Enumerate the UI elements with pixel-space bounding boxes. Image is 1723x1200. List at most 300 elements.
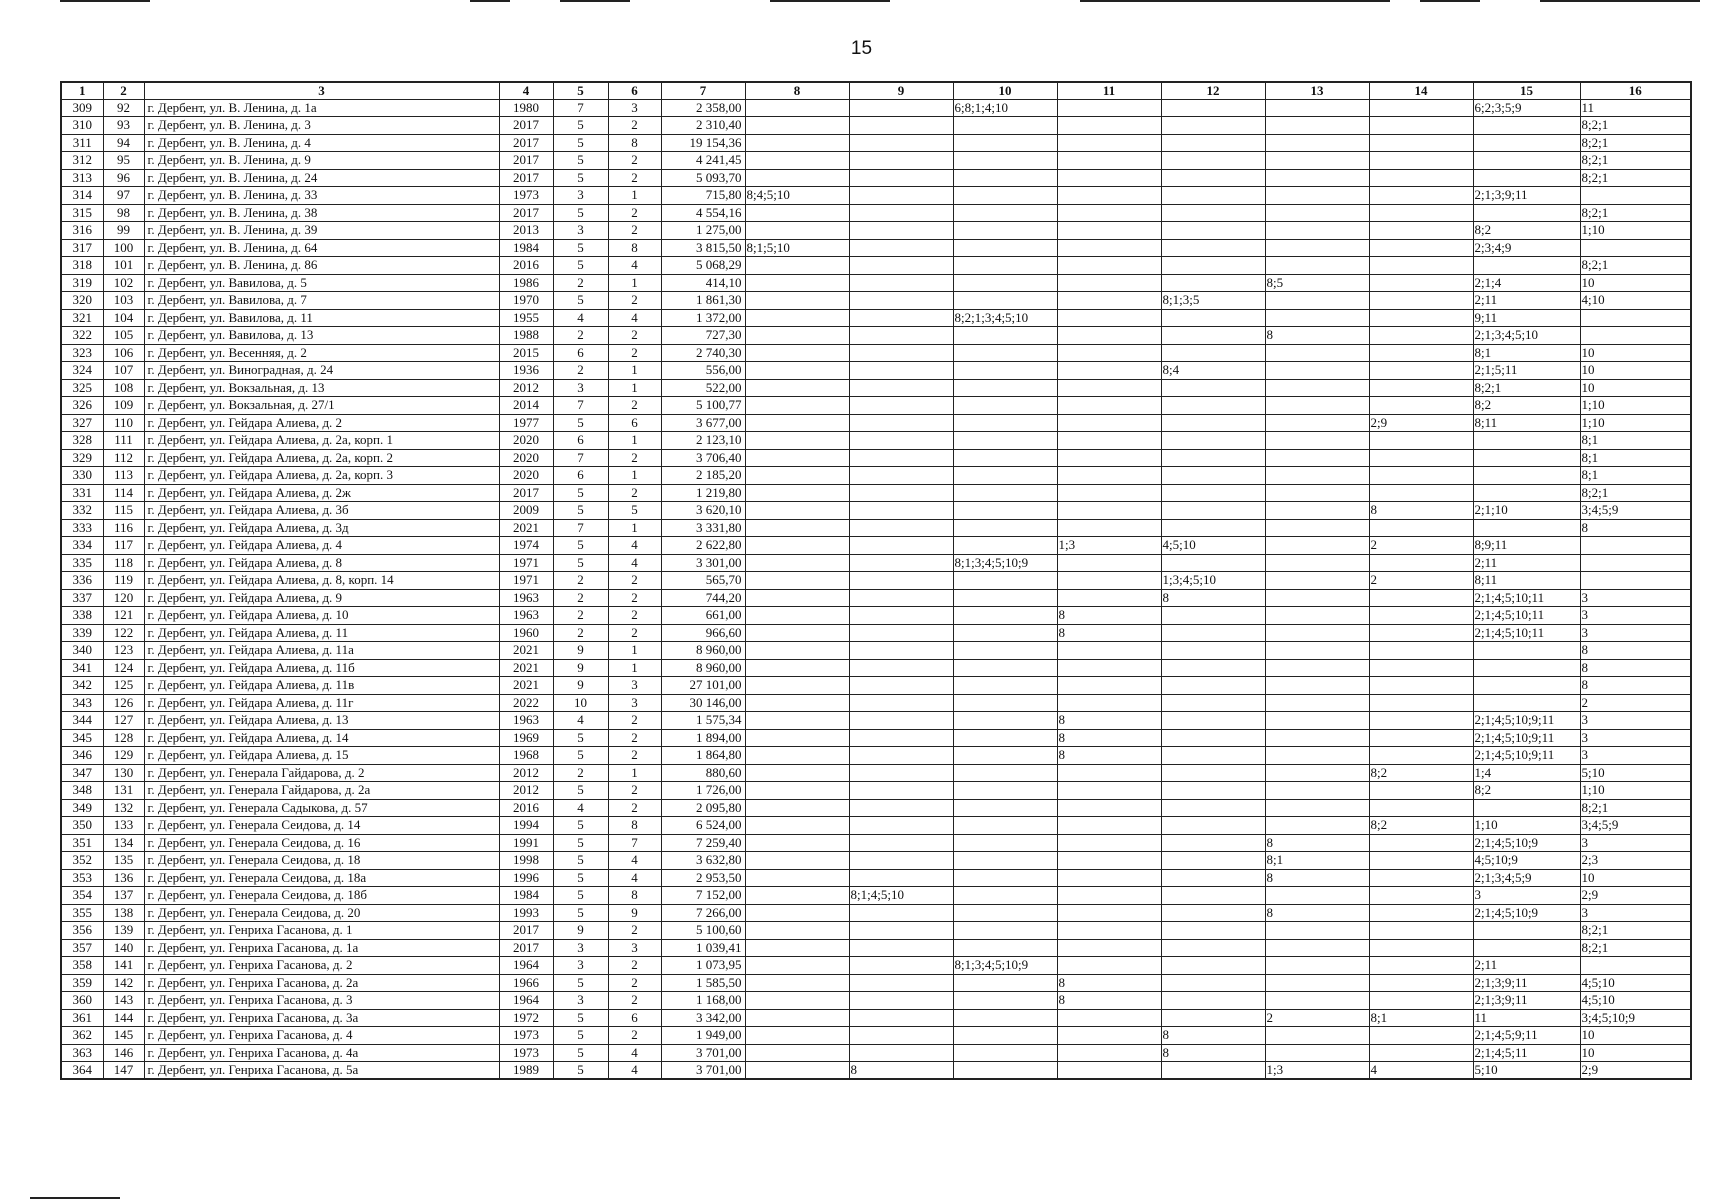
- cell-col-10: [953, 764, 1057, 782]
- cell-address: г. Дербент, ул. Гейдара Алиева, д. 13: [144, 712, 499, 730]
- cell-col-15: [1473, 694, 1580, 712]
- cell-area: 3 342,00: [661, 1009, 745, 1027]
- cell-col-16: 1;10: [1580, 782, 1691, 800]
- cell-address: г. Дербент, ул. Гейдара Алиева, д. 11в: [144, 677, 499, 695]
- column-header-6: 6: [608, 82, 661, 99]
- cell-col-16: 8;1: [1580, 449, 1691, 467]
- cell-col-8: [745, 887, 849, 905]
- cell-area: 4 554,16: [661, 204, 745, 222]
- cell-col-10: 8;1;3;4;5;10;9: [953, 554, 1057, 572]
- cell-address: г. Дербент, ул. В. Ленина, д. 3: [144, 117, 499, 135]
- cell-row-number: 348: [61, 782, 103, 800]
- cell-col-8: [745, 169, 849, 187]
- cell-col-11: [1057, 432, 1161, 450]
- table-row: [61, 519, 1691, 537]
- cell-col-16: 3: [1580, 589, 1691, 607]
- cell-col-13: 8: [1265, 327, 1369, 345]
- cell-col-11: [1057, 292, 1161, 310]
- cell-col-10: [953, 134, 1057, 152]
- cell-item-number: 130: [103, 764, 144, 782]
- cell-col-8: [745, 152, 849, 170]
- cell-item-number: 133: [103, 817, 144, 835]
- cell-address: г. Дербент, ул. Гейдара Алиева, д. 2а, корп. 2: [144, 449, 499, 467]
- cell-col-16: 2;9: [1580, 1062, 1691, 1080]
- cell-col-11: 8: [1057, 712, 1161, 730]
- cell-year-built: 1963: [499, 607, 553, 625]
- cell-entrances: 3: [608, 677, 661, 695]
- cell-entrances: 8: [608, 817, 661, 835]
- cell-row-number: 357: [61, 939, 103, 957]
- cell-year-built: 1972: [499, 1009, 553, 1027]
- cell-col-9: [849, 397, 953, 415]
- cell-col-14: [1369, 239, 1473, 257]
- table-row: [61, 939, 1691, 957]
- cell-col-16: 8;2;1: [1580, 484, 1691, 502]
- cell-year-built: 2017: [499, 169, 553, 187]
- top-rule: [1420, 0, 1480, 2]
- cell-col-10: [953, 659, 1057, 677]
- cell-col-12: [1161, 327, 1265, 345]
- cell-entrances: 4: [608, 537, 661, 555]
- cell-item-number: 110: [103, 414, 144, 432]
- cell-area: 1 726,00: [661, 782, 745, 800]
- cell-col-9: [849, 432, 953, 450]
- cell-col-16: [1580, 309, 1691, 327]
- cell-col-13: [1265, 169, 1369, 187]
- cell-col-12: [1161, 449, 1265, 467]
- cell-item-number: 131: [103, 782, 144, 800]
- cell-item-number: 94: [103, 134, 144, 152]
- cell-entrances: 2: [608, 484, 661, 502]
- cell-area: 3 677,00: [661, 414, 745, 432]
- cell-col-9: [849, 169, 953, 187]
- table-row: [61, 274, 1691, 292]
- cell-area: 2 358,00: [661, 99, 745, 117]
- cell-col-10: [953, 922, 1057, 940]
- cell-col-11: [1057, 887, 1161, 905]
- cell-area: 19 154,36: [661, 134, 745, 152]
- cell-year-built: 2021: [499, 642, 553, 660]
- cell-floors: 5: [553, 869, 608, 887]
- cell-col-9: [849, 99, 953, 117]
- cell-row-number: 343: [61, 694, 103, 712]
- cell-area: 2 740,30: [661, 344, 745, 362]
- cell-address: г. Дербент, ул. В. Ленина, д. 86: [144, 257, 499, 275]
- table-row: [61, 99, 1691, 117]
- cell-col-12: [1161, 379, 1265, 397]
- cell-col-8: [745, 799, 849, 817]
- cell-entrances: 9: [608, 904, 661, 922]
- cell-col-16: 3: [1580, 624, 1691, 642]
- cell-area: 966,60: [661, 624, 745, 642]
- cell-col-11: [1057, 1044, 1161, 1062]
- cell-col-11: 1;3: [1057, 537, 1161, 555]
- cell-col-11: [1057, 554, 1161, 572]
- cell-col-9: [849, 799, 953, 817]
- cell-col-10: [953, 712, 1057, 730]
- cell-year-built: 2020: [499, 432, 553, 450]
- cell-col-16: 8;2;1: [1580, 134, 1691, 152]
- cell-col-14: [1369, 747, 1473, 765]
- cell-area: 5 068,29: [661, 257, 745, 275]
- cell-col-16: 11: [1580, 99, 1691, 117]
- cell-row-number: 318: [61, 257, 103, 275]
- cell-col-9: 8: [849, 1062, 953, 1080]
- cell-col-12: [1161, 344, 1265, 362]
- table-row: [61, 257, 1691, 275]
- cell-floors: 3: [553, 939, 608, 957]
- cell-col-14: [1369, 869, 1473, 887]
- cell-floors: 3: [553, 187, 608, 205]
- cell-col-11: [1057, 362, 1161, 380]
- cell-col-9: [849, 222, 953, 240]
- cell-col-14: 4: [1369, 1062, 1473, 1080]
- table-row: [61, 484, 1691, 502]
- table-row: [61, 1027, 1691, 1045]
- column-header-8: 8: [745, 82, 849, 99]
- cell-col-9: [849, 782, 953, 800]
- cell-floors: 5: [553, 484, 608, 502]
- cell-address: г. Дербент, ул. В. Ленина, д. 4: [144, 134, 499, 152]
- cell-col-10: [953, 432, 1057, 450]
- cell-col-15: [1473, 484, 1580, 502]
- cell-col-11: [1057, 134, 1161, 152]
- cell-year-built: 1974: [499, 537, 553, 555]
- cell-row-number: 314: [61, 187, 103, 205]
- cell-area: 1 585,50: [661, 974, 745, 992]
- cell-item-number: 104: [103, 309, 144, 327]
- cell-entrances: 2: [608, 957, 661, 975]
- cell-col-8: [745, 1044, 849, 1062]
- cell-row-number: 309: [61, 99, 103, 117]
- cell-col-8: [745, 869, 849, 887]
- cell-address: г. Дербент, ул. В. Ленина, д. 64: [144, 239, 499, 257]
- cell-col-10: [953, 397, 1057, 415]
- cell-col-10: [953, 904, 1057, 922]
- cell-area: 2 095,80: [661, 799, 745, 817]
- cell-area: 5 100,60: [661, 922, 745, 940]
- cell-floors: 5: [553, 414, 608, 432]
- cell-item-number: 147: [103, 1062, 144, 1080]
- cell-row-number: 351: [61, 834, 103, 852]
- cell-address: г. Дербент, ул. Гейдара Алиева, д. 15: [144, 747, 499, 765]
- cell-area: 5 093,70: [661, 169, 745, 187]
- cell-row-number: 350: [61, 817, 103, 835]
- cell-col-8: [745, 817, 849, 835]
- table-row: [61, 344, 1691, 362]
- cell-col-13: [1265, 292, 1369, 310]
- cell-col-16: 8;1: [1580, 432, 1691, 450]
- cell-col-9: [849, 362, 953, 380]
- cell-year-built: 1963: [499, 589, 553, 607]
- cell-col-16: 8;2;1: [1580, 204, 1691, 222]
- cell-entrances: 2: [608, 607, 661, 625]
- cell-col-12: [1161, 624, 1265, 642]
- cell-col-14: [1369, 222, 1473, 240]
- cell-col-8: [745, 904, 849, 922]
- cell-row-number: 330: [61, 467, 103, 485]
- cell-entrances: 2: [608, 922, 661, 940]
- cell-col-12: [1161, 502, 1265, 520]
- cell-col-15: [1473, 449, 1580, 467]
- top-rule: [1080, 0, 1390, 2]
- cell-col-14: [1369, 852, 1473, 870]
- cell-col-13: [1265, 519, 1369, 537]
- cell-col-12: [1161, 204, 1265, 222]
- table-row: [61, 414, 1691, 432]
- cell-row-number: 316: [61, 222, 103, 240]
- cell-col-11: 8: [1057, 624, 1161, 642]
- table-row: [61, 502, 1691, 520]
- cell-year-built: 2014: [499, 397, 553, 415]
- cell-col-11: [1057, 694, 1161, 712]
- cell-col-12: [1161, 957, 1265, 975]
- cell-col-13: [1265, 309, 1369, 327]
- cell-item-number: 120: [103, 589, 144, 607]
- cell-address: г. Дербент, ул. Генриха Гасанова, д. 3а: [144, 1009, 499, 1027]
- cell-floors: 2: [553, 327, 608, 345]
- cell-floors: 6: [553, 344, 608, 362]
- cell-col-10: [953, 187, 1057, 205]
- table-row: [61, 852, 1691, 870]
- cell-col-12: [1161, 169, 1265, 187]
- cell-col-14: [1369, 624, 1473, 642]
- cell-col-8: [745, 292, 849, 310]
- cell-col-16: 3: [1580, 607, 1691, 625]
- cell-row-number: 324: [61, 362, 103, 380]
- cell-col-12: [1161, 1009, 1265, 1027]
- cell-entrances: 2: [608, 169, 661, 187]
- cell-col-16: 3: [1580, 712, 1691, 730]
- cell-year-built: 2012: [499, 764, 553, 782]
- cell-floors: 5: [553, 852, 608, 870]
- cell-col-13: [1265, 589, 1369, 607]
- page-number: 15: [850, 38, 873, 59]
- cell-col-12: [1161, 834, 1265, 852]
- cell-col-10: [953, 502, 1057, 520]
- cell-col-12: [1161, 432, 1265, 450]
- cell-entrances: 2: [608, 974, 661, 992]
- cell-col-12: [1161, 152, 1265, 170]
- cell-address: г. Дербент, ул. Генерала Сеидова, д. 18а: [144, 869, 499, 887]
- cell-address: г. Дербент, ул. Весенняя, д. 2: [144, 344, 499, 362]
- cell-col-16: 2;3: [1580, 852, 1691, 870]
- cell-year-built: 2021: [499, 519, 553, 537]
- cell-col-11: [1057, 782, 1161, 800]
- cell-item-number: 141: [103, 957, 144, 975]
- cell-col-13: [1265, 397, 1369, 415]
- cell-col-10: [953, 589, 1057, 607]
- cell-address: г. Дербент, ул. Гейдара Алиева, д. 11б: [144, 659, 499, 677]
- cell-col-16: 10: [1580, 379, 1691, 397]
- cell-col-9: [849, 309, 953, 327]
- cell-col-10: [953, 222, 1057, 240]
- cell-entrances: 2: [608, 624, 661, 642]
- cell-col-12: [1161, 554, 1265, 572]
- table-row: [61, 712, 1691, 730]
- cell-address: г. Дербент, ул. Генриха Гасанова, д. 3: [144, 992, 499, 1010]
- cell-col-8: [745, 432, 849, 450]
- cell-floors: 5: [553, 1044, 608, 1062]
- cell-year-built: 2009: [499, 502, 553, 520]
- cell-col-14: [1369, 607, 1473, 625]
- cell-col-14: [1369, 992, 1473, 1010]
- cell-col-14: [1369, 344, 1473, 362]
- cell-col-11: [1057, 169, 1161, 187]
- cell-col-15: 2;1;10: [1473, 502, 1580, 520]
- cell-col-9: [849, 414, 953, 432]
- cell-col-10: 8;1;3;4;5;10;9: [953, 957, 1057, 975]
- cell-col-10: [953, 607, 1057, 625]
- cell-col-12: [1161, 397, 1265, 415]
- cell-col-12: [1161, 729, 1265, 747]
- cell-year-built: 1977: [499, 414, 553, 432]
- cell-col-14: [1369, 677, 1473, 695]
- table-row: [61, 1009, 1691, 1027]
- cell-row-number: 362: [61, 1027, 103, 1045]
- cell-floors: 5: [553, 169, 608, 187]
- cell-col-15: 2;3;4;9: [1473, 239, 1580, 257]
- cell-area: 27 101,00: [661, 677, 745, 695]
- cell-col-16: 3: [1580, 729, 1691, 747]
- cell-item-number: 136: [103, 869, 144, 887]
- cell-col-16: 8: [1580, 659, 1691, 677]
- cell-col-12: [1161, 904, 1265, 922]
- cell-floors: 6: [553, 432, 608, 450]
- top-rule: [560, 0, 630, 2]
- cell-col-9: [849, 327, 953, 345]
- cell-area: 2 310,40: [661, 117, 745, 135]
- cell-col-13: [1265, 764, 1369, 782]
- cell-col-13: [1265, 152, 1369, 170]
- column-header-13: 13: [1265, 82, 1369, 99]
- cell-item-number: 116: [103, 519, 144, 537]
- table-row: [61, 869, 1691, 887]
- cell-col-9: [849, 817, 953, 835]
- cell-col-15: 2;1;4;5;10;9;11: [1473, 712, 1580, 730]
- cell-entrances: 7: [608, 834, 661, 852]
- cell-col-15: 2;1;4;5;10;11: [1473, 607, 1580, 625]
- cell-year-built: 2013: [499, 222, 553, 240]
- cell-col-15: 2;1;3;9;11: [1473, 974, 1580, 992]
- cell-col-8: [745, 502, 849, 520]
- cell-col-15: 2;1;3;9;11: [1473, 992, 1580, 1010]
- cell-address: г. Дербент, ул. Генриха Гасанова, д. 2: [144, 957, 499, 975]
- cell-col-10: [953, 624, 1057, 642]
- cell-entrances: 2: [608, 992, 661, 1010]
- cell-item-number: 101: [103, 257, 144, 275]
- cell-col-9: [849, 257, 953, 275]
- cell-col-11: [1057, 187, 1161, 205]
- cell-entrances: 4: [608, 869, 661, 887]
- cell-col-16: 8;1: [1580, 467, 1691, 485]
- cell-col-14: [1369, 712, 1473, 730]
- cell-year-built: 2020: [499, 467, 553, 485]
- cell-area: 1 168,00: [661, 992, 745, 1010]
- cell-col-15: [1473, 519, 1580, 537]
- cell-col-11: [1057, 344, 1161, 362]
- cell-col-15: 8;11: [1473, 572, 1580, 590]
- cell-year-built: 2016: [499, 257, 553, 275]
- cell-col-12: [1161, 659, 1265, 677]
- cell-area: 8 960,00: [661, 642, 745, 660]
- cell-col-15: [1473, 677, 1580, 695]
- cell-col-8: [745, 99, 849, 117]
- cell-address: г. Дербент, ул. В. Ленина, д. 9: [144, 152, 499, 170]
- column-header-5: 5: [553, 82, 608, 99]
- cell-row-number: 360: [61, 992, 103, 1010]
- cell-col-8: [745, 327, 849, 345]
- cell-col-11: [1057, 99, 1161, 117]
- table-row: [61, 974, 1691, 992]
- cell-col-16: 3: [1580, 747, 1691, 765]
- cell-col-12: [1161, 484, 1265, 502]
- cell-year-built: 2017: [499, 152, 553, 170]
- cell-area: 3 701,00: [661, 1062, 745, 1080]
- cell-item-number: 138: [103, 904, 144, 922]
- cell-col-12: [1161, 869, 1265, 887]
- cell-col-14: [1369, 519, 1473, 537]
- cell-col-10: [953, 834, 1057, 852]
- cell-floors: 2: [553, 572, 608, 590]
- cell-year-built: 1963: [499, 712, 553, 730]
- cell-address: г. Дербент, ул. Гейдара Алиева, д. 2: [144, 414, 499, 432]
- cell-address: г. Дербент, ул. Генриха Гасанова, д. 2а: [144, 974, 499, 992]
- table-row: [61, 904, 1691, 922]
- cell-floors: 4: [553, 799, 608, 817]
- cell-col-11: [1057, 659, 1161, 677]
- cell-col-12: [1161, 887, 1265, 905]
- cell-col-16: [1580, 187, 1691, 205]
- cell-col-9: [849, 519, 953, 537]
- cell-col-11: [1057, 484, 1161, 502]
- cell-col-13: [1265, 1027, 1369, 1045]
- cell-entrances: 3: [608, 939, 661, 957]
- cell-col-13: [1265, 974, 1369, 992]
- cell-col-12: [1161, 414, 1265, 432]
- cell-col-13: [1265, 712, 1369, 730]
- cell-col-8: [745, 379, 849, 397]
- cell-year-built: 1969: [499, 729, 553, 747]
- cell-col-13: [1265, 467, 1369, 485]
- cell-col-14: [1369, 887, 1473, 905]
- cell-item-number: 125: [103, 677, 144, 695]
- cell-col-10: [953, 869, 1057, 887]
- cell-item-number: 106: [103, 344, 144, 362]
- cell-col-13: [1265, 257, 1369, 275]
- cell-floors: 5: [553, 782, 608, 800]
- cell-col-16: 8;2;1: [1580, 169, 1691, 187]
- cell-address: г. Дербент, ул. В. Ленина, д. 39: [144, 222, 499, 240]
- cell-col-12: [1161, 519, 1265, 537]
- cell-col-9: [849, 729, 953, 747]
- cell-col-13: [1265, 747, 1369, 765]
- cell-col-12: [1161, 764, 1265, 782]
- cell-col-14: [1369, 449, 1473, 467]
- cell-item-number: 97: [103, 187, 144, 205]
- cell-col-15: 2;11: [1473, 292, 1580, 310]
- cell-row-number: 358: [61, 957, 103, 975]
- cell-col-10: [953, 204, 1057, 222]
- cell-col-15: 2;11: [1473, 554, 1580, 572]
- cell-col-16: 10: [1580, 869, 1691, 887]
- cell-col-10: [953, 939, 1057, 957]
- top-rule: [60, 0, 150, 2]
- cell-address: г. Дербент, ул. В. Ленина, д. 38: [144, 204, 499, 222]
- cell-row-number: 334: [61, 537, 103, 555]
- cell-entrances: 2: [608, 397, 661, 415]
- cell-col-15: [1473, 152, 1580, 170]
